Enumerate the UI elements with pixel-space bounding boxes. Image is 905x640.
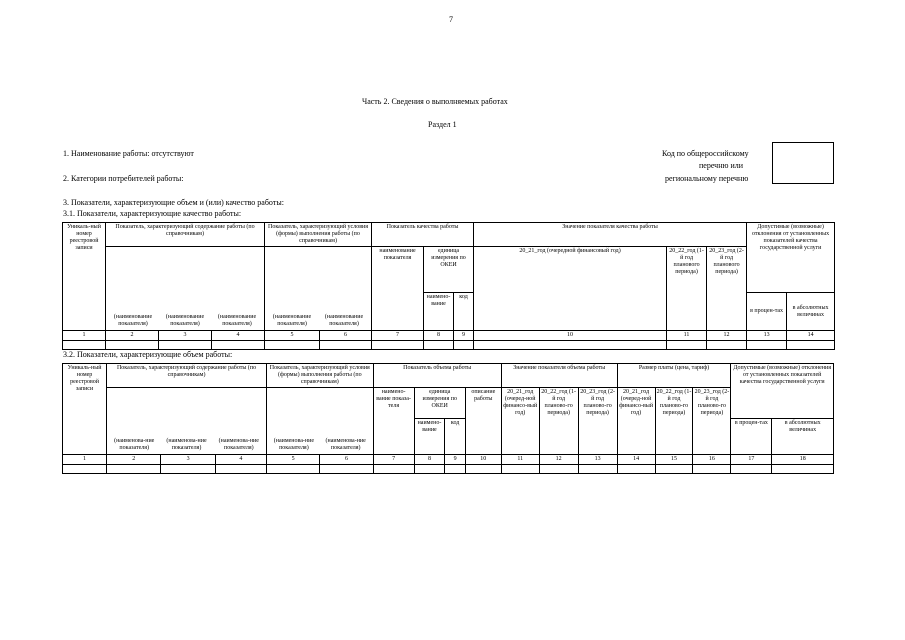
t1-absolute-header: в абсолютных величинах	[787, 293, 835, 331]
t2-name-ind-2: (наименова-ние показателя)	[166, 438, 207, 451]
t2-num-cell: 7	[373, 455, 414, 465]
t2-name-ind-5: (наименова-ние показателя)	[325, 438, 366, 451]
t1-num-cell: 14	[787, 331, 835, 341]
t1-conditions-header: Показатель, характеризующий условия (формы) выполнения работы (по справочникам)	[265, 223, 372, 247]
t1-year2-header: 20_23_год (2-й год планового периода)	[707, 247, 747, 331]
t2-num-cell: 13	[578, 455, 617, 465]
t2-conditions-header: Показатель, характеризующий условия (формы) выполнения работы (по справочникам)	[267, 364, 374, 388]
page-number: 7	[449, 15, 453, 24]
t1-content-header: Показатель, характеризующий содержание работы (по справочникам)	[106, 223, 265, 247]
heading-3: 3. Показатели, характеризующие объем и (или) качество работы:	[63, 198, 284, 207]
t2-number-row	[63, 455, 834, 465]
volume-table	[62, 363, 834, 474]
t2-num-cell: 6	[320, 455, 373, 465]
t1-conditions-subcells	[265, 247, 372, 331]
t1-empty-row[interactable]	[63, 341, 835, 350]
work-name: 1. Наименование работы: отсутствуют	[63, 149, 194, 158]
t2-fee-header: Размер платы (цена, тариф)	[617, 364, 731, 388]
t2-deviation-header: Допустимые (возможные) отклонения от установленных показателей качества государственной услуги	[731, 364, 834, 419]
t1-num-cell: 10	[474, 331, 667, 341]
t2-f1-header: 20_22_год (1-й год планово-го периода)	[655, 388, 693, 455]
t2-volume-header: Показатель объема работы	[373, 364, 501, 388]
t2-ind-name-header: наимено-вание показа-теля	[373, 388, 414, 455]
t1-value-header: Значение показателя качества работы	[474, 223, 747, 247]
t2-num-cell: 2	[107, 455, 161, 465]
heading-3-1: 3.1. Показатели, характеризующие качество работы:	[63, 209, 242, 218]
t1-content-subcells	[106, 247, 265, 331]
t1-num-cell: 13	[747, 331, 787, 341]
t2-desc-header: описание работы	[465, 388, 501, 455]
t2-num-cell: 9	[445, 455, 466, 465]
t1-name-ind-4: (наименование показателя)	[272, 314, 312, 327]
t1-deviation-header: Допустимые (возможные) отклонения от установленных показателей качества государственной услуги	[747, 223, 835, 293]
t2-num-cell: 5	[267, 455, 320, 465]
t2-unique-header: Уникаль-ный номер реестровой записи	[63, 364, 107, 455]
t2-percent-header: в процен-тах	[731, 419, 772, 455]
t2-num-cell: 1	[63, 455, 107, 465]
t2-y1-header: 20_22_год (1-й год планово-го периода)	[539, 388, 578, 455]
t2-num-cell: 3	[161, 455, 215, 465]
consumer-categories: 2. Категории потребителей работы:	[63, 174, 184, 183]
t2-num-cell: 10	[465, 455, 501, 465]
t2-unit-header: единица измерения по ОКЕИ	[414, 388, 465, 419]
t1-year1-header: 20_22_год (1-й год планового периода)	[667, 247, 707, 331]
heading-3-2: 3.2. Показатели, характеризующие объем работы:	[63, 350, 233, 359]
t2-y2-header: 20_23_год (2-й год планово-го периода)	[578, 388, 617, 455]
t2-conditions-subcells	[267, 388, 374, 455]
quality-table	[62, 222, 835, 350]
t1-num-cell: 2	[106, 331, 159, 341]
t1-ind-name-header: наименование показателя	[372, 247, 424, 331]
t2-num-cell: 16	[693, 455, 731, 465]
t2-num-cell: 14	[617, 455, 655, 465]
t1-num-cell: 4	[212, 331, 265, 341]
t1-num-cell: 7	[372, 331, 424, 341]
t2-f2-header: 20_23_год (2-й год планово-го периода)	[693, 388, 731, 455]
t2-name-ind-1: (наименова-ние показателя)	[114, 438, 155, 451]
part-title: Часть 2. Сведения о выполняемых работах	[362, 97, 508, 106]
t1-year0-header: 20_21_год (очередной финансовый год)	[474, 247, 667, 331]
t2-num-cell: 17	[731, 455, 772, 465]
code-box[interactable]	[772, 142, 834, 184]
t1-num-cell: 6	[320, 331, 372, 341]
t1-num-cell: 12	[707, 331, 747, 341]
t2-content-header: Показатель, характеризующий содержание работы (по справочникам)	[107, 364, 267, 388]
t1-name-ind-3: (наименование показателя)	[217, 314, 257, 327]
t2-num-cell: 15	[655, 455, 693, 465]
t2-num-cell: 18	[772, 455, 834, 465]
code-label-line1: Код по общероссийскому	[662, 149, 749, 158]
t1-num-cell: 11	[667, 331, 707, 341]
t1-unique-header: Уникаль-ный номер реестровой записи	[63, 223, 106, 331]
code-label-line3: региональному перечню	[665, 174, 749, 183]
t2-content-subcells	[107, 388, 267, 455]
t1-num-cell: 1	[63, 331, 106, 341]
t1-name-ind-1: (наименование показателя)	[113, 314, 153, 327]
t1-number-row	[63, 331, 835, 341]
t1-num-cell: 3	[159, 331, 212, 341]
t2-num-cell: 4	[215, 455, 266, 465]
t2-code-header: код	[445, 419, 466, 455]
t2-empty-row[interactable]	[63, 465, 834, 474]
t1-percent-header: в процен-тах	[747, 293, 787, 331]
t1-num-cell: 8	[424, 331, 454, 341]
t1-name-ind-2: (наименование показателя)	[165, 314, 205, 327]
t2-y0-header: 20_21_год (очеред-ной финансо-вый год)	[501, 388, 539, 455]
section-title: Раздел 1	[428, 120, 457, 129]
t2-value-header: Значение показателя объема работы	[501, 364, 617, 388]
t2-name-ind-3: (наименова-ние показателя)	[218, 438, 259, 451]
t1-name-ind-5: (наименование показателя)	[324, 314, 364, 327]
t1-code-header: код	[454, 293, 474, 331]
t2-num-cell: 11	[501, 455, 539, 465]
t2-num-cell: 8	[414, 455, 445, 465]
t1-unit-name-header: наимено-вание	[424, 293, 454, 331]
t1-num-cell: 5	[265, 331, 320, 341]
t2-f0-header: 20_21_год (очеред-ной финансо-вый год)	[617, 388, 655, 455]
t1-num-cell: 9	[454, 331, 474, 341]
t2-unit-name-header: наимено-вание	[414, 419, 445, 455]
code-label-line2: перечню или	[699, 161, 744, 170]
t2-num-cell: 12	[539, 455, 578, 465]
t2-name-ind-4: (наименова-ние показателя)	[273, 438, 315, 451]
t2-absolute-header: в абсолютных величинах	[772, 419, 834, 455]
t1-unit-header: единица измерения по ОКЕИ	[424, 247, 474, 293]
t1-quality-header: Показатель качества работы	[372, 223, 474, 247]
